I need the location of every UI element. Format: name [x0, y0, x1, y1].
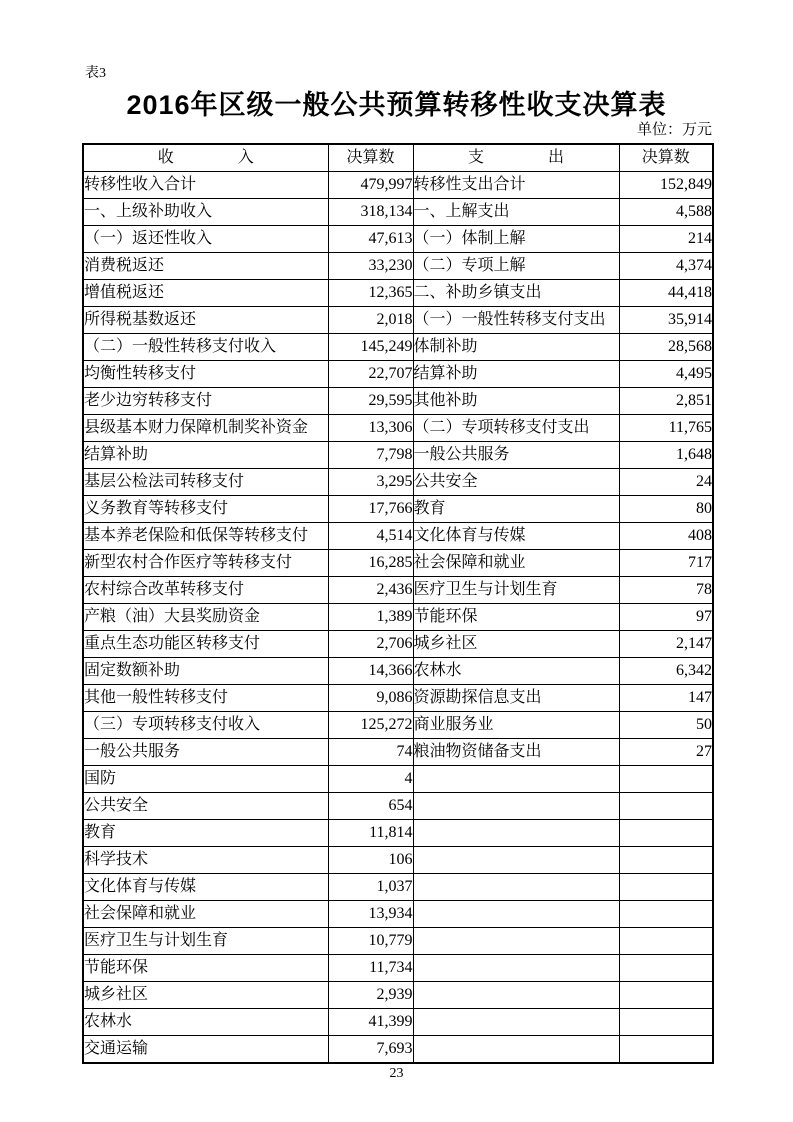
table-header: [83, 144, 713, 172]
expense-item-value: [619, 820, 713, 847]
table-row: [83, 523, 713, 550]
income-item-value: 1,389: [328, 604, 413, 631]
expense-item-value: 6,342: [619, 658, 713, 685]
income-item-label: 农村综合改革转移支付: [83, 577, 328, 604]
expense-item-label: 商业服务业: [413, 712, 619, 739]
income-item-value: 14,366: [328, 658, 413, 685]
income-item-label: （一）返还性收入: [83, 226, 328, 253]
income-item-value: 17,766: [328, 496, 413, 523]
expense-item-label: 一、上解支出: [413, 199, 619, 226]
income-item-label: 新型农村合作医疗等转移支付: [83, 550, 328, 577]
column-header-expense: 支 出: [413, 144, 619, 172]
expense-item-label: 粮油物资储备支出: [413, 739, 619, 766]
income-item-value: 106: [328, 847, 413, 874]
table-row: [83, 658, 713, 685]
income-item-label: 社会保障和就业: [83, 901, 328, 928]
expense-item-value: 4,495: [619, 361, 713, 388]
income-item-label: 节能环保: [83, 955, 328, 982]
income-item-value: 2,436: [328, 577, 413, 604]
expense-item-value: 80: [619, 496, 713, 523]
income-item-value: 7,693: [328, 1036, 413, 1064]
table-row: [83, 442, 713, 469]
expense-item-label: 节能环保: [413, 604, 619, 631]
income-item-value: 11,734: [328, 955, 413, 982]
budget-table: [82, 143, 714, 1064]
income-item-label: 医疗卫生与计划生育: [83, 928, 328, 955]
expense-item-value: 147: [619, 685, 713, 712]
expense-item-label: 二、补助乡镇支出: [413, 280, 619, 307]
income-item-label: 国防: [83, 766, 328, 793]
expense-item-value: 717: [619, 550, 713, 577]
table-row: [83, 631, 713, 658]
expense-item-label: （一）一般性转移支付支出: [413, 307, 619, 334]
income-item-label: （二）一般性转移支付收入: [83, 334, 328, 361]
expense-item-label: 其他补助: [413, 388, 619, 415]
income-item-label: 结算补助: [83, 442, 328, 469]
table-row: [83, 847, 713, 874]
income-item-label: 城乡社区: [83, 982, 328, 1009]
expense-item-value: [619, 793, 713, 820]
table-row: [83, 901, 713, 928]
expense-item-value: [619, 1009, 713, 1036]
expense-item-value: 78: [619, 577, 713, 604]
income-item-label: 所得税基数返还: [83, 307, 328, 334]
expense-item-label: [413, 874, 619, 901]
income-item-label: 基层公检法司转移支付: [83, 469, 328, 496]
income-item-value: 29,595: [328, 388, 413, 415]
income-item-value: 22,707: [328, 361, 413, 388]
income-item-value: 16,285: [328, 550, 413, 577]
income-item-value: 13,934: [328, 901, 413, 928]
income-item-value: 4: [328, 766, 413, 793]
income-item-value: 41,399: [328, 1009, 413, 1036]
column-header-income: 收 入: [83, 144, 328, 172]
income-item-label: 交通运输: [83, 1036, 328, 1064]
income-item-value: 145,249: [328, 334, 413, 361]
income-item-label: 老少边穷转移支付: [83, 388, 328, 415]
table-row: [83, 307, 713, 334]
income-item-label: 义务教育等转移支付: [83, 496, 328, 523]
expense-item-value: 4,588: [619, 199, 713, 226]
table-row: [83, 172, 713, 199]
income-item-label: 增值税返还: [83, 280, 328, 307]
table-row: [83, 712, 713, 739]
income-item-label: 基本养老保险和低保等转移支付: [83, 523, 328, 550]
expense-item-value: 4,374: [619, 253, 713, 280]
table-row: [83, 415, 713, 442]
table-row: [83, 280, 713, 307]
income-item-value: 4,514: [328, 523, 413, 550]
expense-item-label: 公共安全: [413, 469, 619, 496]
expense-item-label: 社会保障和就业: [413, 550, 619, 577]
expense-item-label: [413, 847, 619, 874]
income-item-value: 654: [328, 793, 413, 820]
income-item-value: 10,779: [328, 928, 413, 955]
income-item-label: 教育: [83, 820, 328, 847]
page-title: 2016年区级一般公共预算转移性收支决算表: [126, 90, 667, 120]
expense-item-label: 资源勘探信息支出: [413, 685, 619, 712]
expense-item-label: 转移性支出合计: [413, 172, 619, 199]
table-row: [83, 820, 713, 847]
income-item-value: 13,306: [328, 415, 413, 442]
expense-item-value: [619, 982, 713, 1009]
expense-item-label: [413, 982, 619, 1009]
income-item-label: 科学技术: [83, 847, 328, 874]
expense-item-value: [619, 901, 713, 928]
table-row: [83, 766, 713, 793]
table-row: [83, 550, 713, 577]
table-tag: 表3: [85, 66, 106, 81]
expense-item-label: [413, 820, 619, 847]
expense-item-value: 50: [619, 712, 713, 739]
table-row: [83, 334, 713, 361]
expense-item-label: [413, 793, 619, 820]
income-item-label: 县级基本财力保障机制奖补资金: [83, 415, 328, 442]
income-item-value: 125,272: [328, 712, 413, 739]
column-header-income-amount: 决算数: [328, 144, 413, 172]
table-row: [83, 496, 713, 523]
income-item-label: 转移性收入合计: [83, 172, 328, 199]
income-item-label: 消费税返还: [83, 253, 328, 280]
table-row: [83, 1036, 713, 1064]
expense-item-label: （二）专项上解: [413, 253, 619, 280]
table-row: [83, 685, 713, 712]
table-body: [83, 172, 713, 1064]
header-row: [83, 144, 713, 172]
expense-item-value: 11,765: [619, 415, 713, 442]
expense-item-label: [413, 928, 619, 955]
expense-item-value: [619, 847, 713, 874]
income-item-value: 2,939: [328, 982, 413, 1009]
table-row: [83, 739, 713, 766]
income-item-value: 318,134: [328, 199, 413, 226]
expense-item-label: [413, 1036, 619, 1064]
income-item-label: 文化体育与传媒: [83, 874, 328, 901]
table-row: [83, 982, 713, 1009]
income-item-value: 11,814: [328, 820, 413, 847]
income-item-value: 3,295: [328, 469, 413, 496]
expense-item-label: （二）专项转移支付支出: [413, 415, 619, 442]
expense-item-label: 医疗卫生与计划生育: [413, 577, 619, 604]
expense-item-label: 一般公共服务: [413, 442, 619, 469]
table-row: [83, 955, 713, 982]
expense-item-value: 28,568: [619, 334, 713, 361]
income-item-label: 农林水: [83, 1009, 328, 1036]
expense-item-value: 35,914: [619, 307, 713, 334]
income-item-label: 固定数额补助: [83, 658, 328, 685]
expense-item-value: 97: [619, 604, 713, 631]
expense-item-label: 体制补助: [413, 334, 619, 361]
income-item-value: 479,997: [328, 172, 413, 199]
expense-item-label: 城乡社区: [413, 631, 619, 658]
expense-item-value: [619, 1036, 713, 1064]
expense-item-label: 农林水: [413, 658, 619, 685]
table-row: [83, 928, 713, 955]
table-row: [83, 874, 713, 901]
expense-item-value: 2,147: [619, 631, 713, 658]
expense-item-value: 2,851: [619, 388, 713, 415]
table-row: [83, 793, 713, 820]
expense-item-value: 44,418: [619, 280, 713, 307]
expense-item-label: 结算补助: [413, 361, 619, 388]
expense-item-label: [413, 901, 619, 928]
income-item-value: 74: [328, 739, 413, 766]
expense-item-value: 1,648: [619, 442, 713, 469]
income-item-label: （三）专项转移支付收入: [83, 712, 328, 739]
income-item-value: 12,365: [328, 280, 413, 307]
table-row: [83, 604, 713, 631]
table-row: [83, 577, 713, 604]
income-item-label: 产粮（油）大县奖励资金: [83, 604, 328, 631]
income-item-value: 9,086: [328, 685, 413, 712]
unit-note: 单位：万元: [636, 122, 712, 138]
income-item-value: 7,798: [328, 442, 413, 469]
income-item-value: 33,230: [328, 253, 413, 280]
expense-item-label: [413, 1009, 619, 1036]
table-row: [83, 361, 713, 388]
page-number: 23: [389, 1066, 404, 1081]
income-item-value: 2,706: [328, 631, 413, 658]
expense-item-label: 文化体育与传媒: [413, 523, 619, 550]
income-item-label: 均衡性转移支付: [83, 361, 328, 388]
expense-item-value: 214: [619, 226, 713, 253]
expense-item-label: 教育: [413, 496, 619, 523]
table-row: [83, 1009, 713, 1036]
expense-item-label: [413, 955, 619, 982]
expense-item-value: 24: [619, 469, 713, 496]
table-row: [83, 226, 713, 253]
expense-item-label: [413, 766, 619, 793]
expense-item-value: [619, 874, 713, 901]
table-row: [83, 253, 713, 280]
income-item-label: 公共安全: [83, 793, 328, 820]
expense-item-value: 27: [619, 739, 713, 766]
expense-item-value: 152,849: [619, 172, 713, 199]
expense-item-value: [619, 955, 713, 982]
table-row: [83, 199, 713, 226]
expense-item-value: [619, 766, 713, 793]
expense-item-value: [619, 928, 713, 955]
income-item-label: 其他一般性转移支付: [83, 685, 328, 712]
column-header-expense-amount: 决算数: [619, 144, 713, 172]
expense-item-value: 408: [619, 523, 713, 550]
expense-item-label: （一）体制上解: [413, 226, 619, 253]
table-row: [83, 469, 713, 496]
income-item-value: 1,037: [328, 874, 413, 901]
income-item-label: 重点生态功能区转移支付: [83, 631, 328, 658]
income-item-label: 一般公共服务: [83, 739, 328, 766]
income-item-value: 47,613: [328, 226, 413, 253]
income-item-label: 一、上级补助收入: [83, 199, 328, 226]
table-row: [83, 388, 713, 415]
income-item-value: 2,018: [328, 307, 413, 334]
